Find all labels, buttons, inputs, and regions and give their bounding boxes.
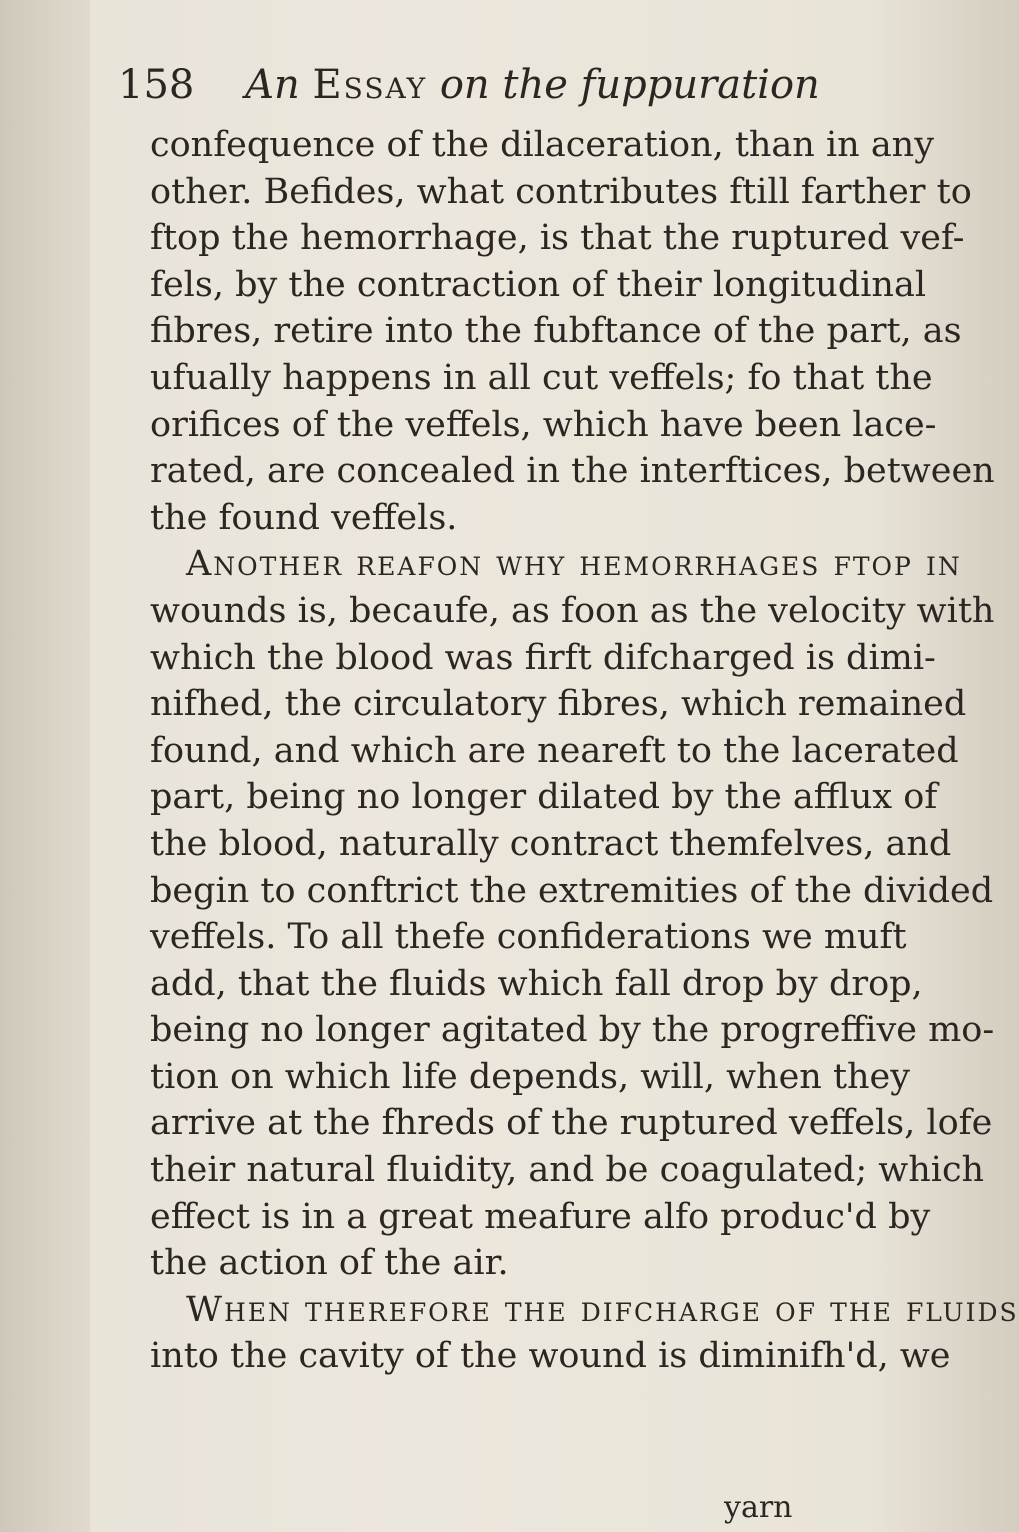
header-title-caps: Essay xyxy=(312,62,428,108)
text-line: arrive at the fhreds of the ruptured veffels, lofe xyxy=(150,1103,993,1144)
text-line: rated, are concealed in the interftices, between xyxy=(150,451,995,492)
text-line: wounds is, becaufe, as foon as the velocity with xyxy=(150,590,995,631)
text-line: add, that the fluids which fall drop by drop, xyxy=(150,963,923,1004)
text-line: being no longer agitated by the progreffive mo- xyxy=(150,1010,995,1051)
text-line: the found veffels. xyxy=(150,497,458,538)
text-line: other. Befides, what contributes ftill farther to xyxy=(150,171,972,212)
text-line: tion on which life depends, will, when they xyxy=(150,1056,911,1097)
text-line: nifhed, the circulatory fibres, which remained xyxy=(150,684,967,725)
paragraph-start-line: Another reafon why hemorrhages ftop in xyxy=(186,544,962,585)
text-line: veffels. To all thefe confiderations we muft xyxy=(150,917,907,958)
running-header xyxy=(118,50,820,120)
text-line: effect is in a great meafure alfo produc'd by xyxy=(150,1196,931,1237)
text-line: ftop the hemorrhage, is that the ruptured vef- xyxy=(150,218,965,259)
text-line: their natural fluidity, and be coagulated; which xyxy=(150,1150,985,1191)
text-line: into the cavity of the wound is diminifh'd, we xyxy=(150,1336,951,1377)
text-line: which the blood was firft difcharged is dimi- xyxy=(150,637,936,678)
text-line: the action of the air. xyxy=(150,1243,509,1284)
catchword: yarn xyxy=(724,1490,793,1525)
text-line: part, being no longer dilated by the afflux of xyxy=(150,777,938,818)
text-line: orifices of the veffels, which have been lace- xyxy=(150,404,937,445)
text-line: confequence of the dilaceration, than in any xyxy=(150,125,934,165)
page-number: 158 xyxy=(118,62,195,108)
text-line: the blood, naturally contract themfelves, and xyxy=(150,823,952,864)
body-text xyxy=(150,122,1019,1380)
text-line: fels, by the contraction of their longitudinal xyxy=(150,264,927,305)
header-title-rest: on the fuppuration xyxy=(439,62,820,108)
text-line: begin to conftrict the extremities of the divided xyxy=(150,870,994,911)
text-line: found, and which are neareft to the lacerated xyxy=(150,730,959,771)
text-line: fibres, retire into the fubftance of the part, as xyxy=(150,311,962,352)
text-line: ufually happens in all cut veffels; fo that the xyxy=(150,357,933,398)
paragraph-start-line: When therefore the difcharge of the fluids xyxy=(186,1289,1019,1330)
header-title-italic: An xyxy=(245,62,300,108)
